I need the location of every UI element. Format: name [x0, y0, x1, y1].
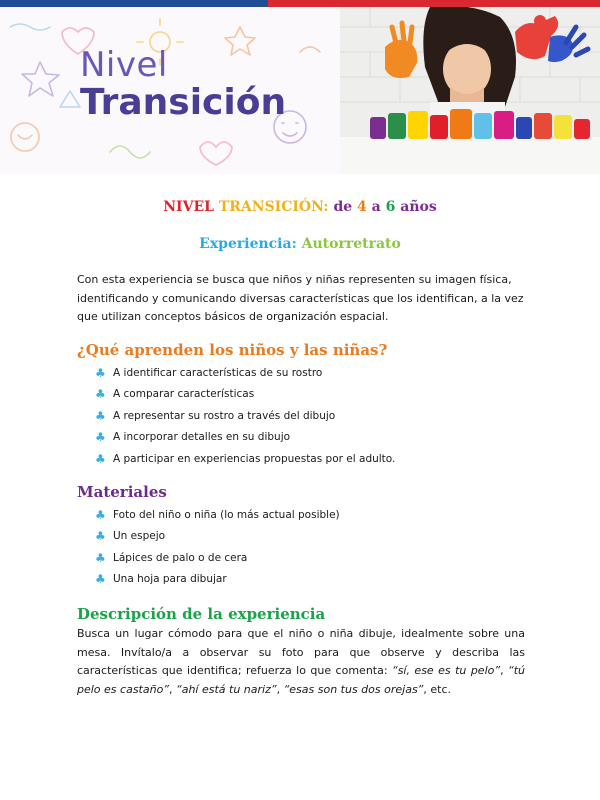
- learn-item: A incorporar detalles en su dibujo: [113, 431, 291, 444]
- quote-castano: “tú pelo es castaño”: [77, 664, 525, 696]
- club-icon: ♣: [95, 550, 106, 565]
- description-ending: , etc.: [423, 682, 451, 696]
- description-text: Busca un lugar cómodo para que el niño o niña dibuje, idealmente sobre una mesa. Invítalo/a a observar su foto para que observe y describa las características que identifica; refuerza lo que comenta:: [77, 627, 525, 677]
- experience-heading: [0, 236, 600, 252]
- heading-a: a: [371, 199, 381, 215]
- heading-de: de: [333, 199, 353, 215]
- heading-transicion: TRANSICIÓN:: [218, 199, 329, 215]
- club-icon: ♣: [95, 507, 106, 522]
- top-bar-red: [268, 0, 600, 7]
- list-item: [95, 504, 340, 526]
- list-item: [95, 526, 340, 548]
- top-bar-blue: [0, 0, 268, 7]
- material-item: Una hoja para dibujar: [113, 573, 227, 586]
- club-icon: ♣: [95, 408, 106, 423]
- learn-item: A comparar características: [113, 388, 255, 401]
- list-item: [95, 448, 395, 470]
- description-paragraph: [77, 625, 525, 699]
- club-icon: ♣: [95, 451, 106, 466]
- club-icon: ♣: [95, 529, 106, 544]
- materials-title: Materiales: [77, 483, 167, 501]
- heading-nivel: NIVEL: [163, 199, 214, 215]
- learn-item: A representar su rostro a través del dibujo: [113, 409, 336, 422]
- list-item: [95, 362, 395, 384]
- material-item: Foto del niño o niña (lo más actual posible): [113, 508, 340, 521]
- list-item: [95, 405, 395, 427]
- heading-anos: años: [400, 199, 437, 215]
- material-item: Lápices de palo o de cera: [113, 551, 248, 564]
- quote-orejas: “esas son tus dos orejas”: [283, 682, 424, 696]
- heading-age-6: 6: [385, 199, 396, 215]
- learn-title: ¿Qué aprenden los niños y las niñas?: [77, 341, 388, 359]
- level-heading: [0, 199, 600, 215]
- club-icon: ♣: [95, 387, 106, 402]
- intro-paragraph: Con esta experiencia se busca que niños y niñas representen su imagen física, identificando y comunicando diversas características que los identifican, a la vez que utilizan conceptos básicos de organización espacial.: [77, 273, 524, 323]
- separator: ,: [276, 682, 284, 696]
- club-icon: ♣: [95, 365, 106, 380]
- description-title: Descripción de la experiencia: [77, 605, 326, 623]
- logo-line-2: Transición: [80, 82, 287, 123]
- list-item: [95, 547, 340, 569]
- child-paint-photo: [340, 7, 600, 174]
- separator: ,: [169, 682, 177, 696]
- top-color-bar: [0, 0, 600, 7]
- club-icon: ♣: [95, 430, 106, 445]
- list-item: [95, 384, 395, 406]
- heading-age-4: 4: [357, 199, 367, 215]
- logo-line-1: Nivel: [80, 45, 168, 85]
- nivel-transicion-logo: [80, 47, 286, 123]
- list-item: [95, 569, 340, 591]
- club-icon: ♣: [95, 572, 106, 587]
- quote-nariz: “ahí está tu nariz”: [176, 682, 277, 696]
- learn-item: A identificar características de su rostro: [113, 366, 323, 379]
- header-banner: [0, 7, 600, 174]
- material-item: Un espejo: [113, 530, 166, 543]
- separator: ,: [500, 664, 509, 677]
- list-item: [95, 427, 395, 449]
- experience-label: Experiencia:: [199, 236, 297, 252]
- learn-item: A participar en experiencias propuestas por el adulto.: [113, 452, 396, 465]
- materials-list: [95, 504, 340, 590]
- learn-list: [95, 362, 395, 470]
- experience-name: Autorretrato: [301, 236, 401, 252]
- quote-pelo: “sí, ese es tu pelo”: [392, 664, 501, 677]
